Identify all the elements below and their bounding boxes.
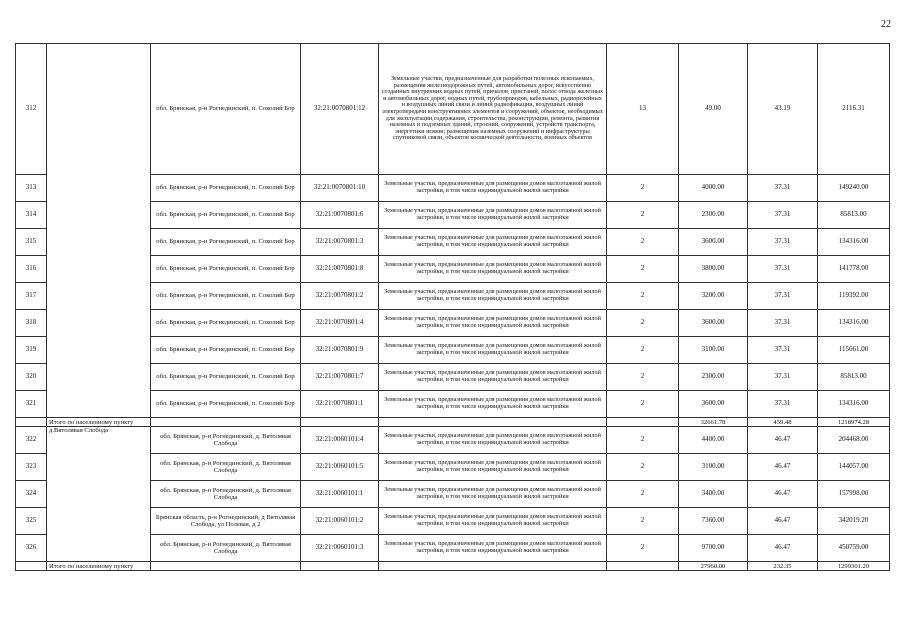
area-cell: 3800.00 xyxy=(679,256,748,283)
total-empty-cad xyxy=(301,562,379,571)
row-number: 319 xyxy=(16,337,47,364)
rate-cell: 37.31 xyxy=(748,364,818,391)
cadastral-value-cell: 134316.00 xyxy=(818,310,890,337)
cadastral-value-cell: 157998.00 xyxy=(818,481,890,508)
area-cell: 3600.00 xyxy=(679,229,748,256)
address-cell: обл. Брянская, р-н Рогнединский, д. Вятолявая Слобода xyxy=(151,454,301,481)
land-use-cell: Земельные участки, предназначенные для разработки полезных ископаемых, размещения железнодорожных путей, автомобильных дорог, искусственно созданных внутренних водных путей, причалов, пристаней, полос отвода железных и автомобильных дорог, водных путей, трубопроводов, кабельных, радиорелейных и воздушных линий связи и линий радиофикации, воздушных линий электропередачи конструктивных элементов и сооружений, объектов, необходимых для эксплуатации,содержания, строительства, реконструкции, ремонта, развития наземных и подземных зданий, строений, сооружений, устройств транспорта, энергетики исвязи; размещения наземных сооружений и инфраструктуры спутниковой связи, объектов космической деятельности, военных объектов xyxy=(379,44,607,175)
cadastral-number-cell: 32:21:0060101:5 xyxy=(301,454,379,481)
rate-cell: 46.47 xyxy=(748,454,818,481)
row-number: 322 xyxy=(16,427,47,454)
rate-cell: 37.31 xyxy=(748,310,818,337)
row-number: 317 xyxy=(16,283,47,310)
cadastral-value-cell: 134316.00 xyxy=(818,391,890,418)
cadastral-value-cell: 141778.00 xyxy=(818,256,890,283)
area-cell: 3200.00 xyxy=(679,283,748,310)
area-cell: 4000.00 xyxy=(679,175,748,202)
total-area: 27960.00 xyxy=(679,562,748,571)
address-cell: обл. Брянская, р-н Рогнединский, п. Соколий Бор xyxy=(151,229,301,256)
settlement-name: д.Вятолявая Слобода xyxy=(47,427,151,562)
total-empty-num xyxy=(16,418,47,427)
use-code-cell: 2 xyxy=(607,310,679,337)
rate-cell: 46.47 xyxy=(748,508,818,535)
total-label: Итого по населенному пункту xyxy=(47,562,151,571)
cadastral-value-cell: 119392.00 xyxy=(818,283,890,310)
cadastral-value-cell: 204468.00 xyxy=(818,427,890,454)
area-cell: 3600.00 xyxy=(679,391,748,418)
row-number: 314 xyxy=(16,202,47,229)
row-number: 316 xyxy=(16,256,47,283)
land-use-cell: Земельные участки, предназначенные для размещения домов малоэтажной жилой застройки, в том числе индивидуальной жилой застройки xyxy=(379,508,607,535)
total-empty-addr xyxy=(151,418,301,427)
total-empty-addr xyxy=(151,562,301,571)
land-use-cell: Земельные участки, предназначенные для размещения домов малоэтажной жилой застройки, в том числе индивидуальной жилой застройки xyxy=(379,337,607,364)
use-code-cell: 2 xyxy=(607,454,679,481)
total-empty-code xyxy=(607,562,679,571)
cadastral-value-cell: 149240.00 xyxy=(818,175,890,202)
cadastral-value-cell: 115661.00 xyxy=(818,337,890,364)
total-empty-cad xyxy=(301,418,379,427)
cadastral-number-cell: 32:21:0070801:7 xyxy=(301,364,379,391)
cadastral-number-cell: 32:21:0060101:2 xyxy=(301,508,379,535)
use-code-cell: 2 xyxy=(607,481,679,508)
cadastral-number-cell: 32:21:0070801:2 xyxy=(301,283,379,310)
row-number: 321 xyxy=(16,391,47,418)
area-cell: 3100.00 xyxy=(679,454,748,481)
land-use-cell: Земельные участки, предназначенные для размещения домов малоэтажной жилой застройки, в том числе индивидуальной жилой застройки xyxy=(379,202,607,229)
cadastral-value-cell: 85813.00 xyxy=(818,364,890,391)
land-use-cell: Земельные участки, предназначенные для размещения домов малоэтажной жилой застройки, в том числе индивидуальной жилой застройки xyxy=(379,364,607,391)
cadastral-number-cell: 32:21:0060101:3 xyxy=(301,535,379,562)
use-code-cell: 13 xyxy=(607,44,679,175)
use-code-cell: 2 xyxy=(607,283,679,310)
rate-cell: 37.31 xyxy=(748,283,818,310)
total-value: 1299301.20 xyxy=(818,562,890,571)
use-code-cell: 2 xyxy=(607,508,679,535)
land-use-cell: Земельные участки, предназначенные для размещения домов малоэтажной жилой застройки, в том числе индивидуальной жилой застройки xyxy=(379,427,607,454)
cadastral-value-cell: 2116.31 xyxy=(818,44,890,175)
cadastral-value-cell: 342019.20 xyxy=(818,508,890,535)
land-use-cell: Земельные участки, предназначенные для размещения домов малоэтажной жилой застройки, в том числе индивидуальной жилой застройки xyxy=(379,481,607,508)
area-cell: 3600.00 xyxy=(679,310,748,337)
total-empty-code xyxy=(607,418,679,427)
use-code-cell: 2 xyxy=(607,427,679,454)
land-use-cell: Земельные участки, предназначенные для размещения домов малоэтажной жилой застройки, в том числе индивидуальной жилой застройки xyxy=(379,175,607,202)
total-row xyxy=(16,562,890,571)
land-use-cell: Земельные участки, предназначенные для размещения домов малоэтажной жилой застройки, в том числе индивидуальной жилой застройки xyxy=(379,535,607,562)
address-cell: обл. Брянская, р-н Рогнединский, п. Соколий Бор xyxy=(151,202,301,229)
use-code-cell: 2 xyxy=(607,229,679,256)
cadastral-value-cell: 85813.00 xyxy=(818,202,890,229)
area-cell: 3400.00 xyxy=(679,481,748,508)
address-cell: обл. Брянская, р-н Рогнединский, п. Соколий Бор xyxy=(151,256,301,283)
land-use-cell: Земельные участки, предназначенные для размещения домов малоэтажной жилой застройки, в том числе индивидуальной жилой застройки xyxy=(379,229,607,256)
cadastral-number-cell: 32:21:0070801:1 xyxy=(301,391,379,418)
total-empty-num xyxy=(16,562,47,571)
address-cell: обл. Брянская, р-н Рогнединский, п. Соколий Бор xyxy=(151,283,301,310)
table-row xyxy=(16,427,890,454)
total-label: Итого по населенному пункту xyxy=(47,418,151,427)
cadastral-number-cell: 32:21:0070801:4 xyxy=(301,310,379,337)
total-rate: 232.35 xyxy=(748,562,818,571)
row-number: 315 xyxy=(16,229,47,256)
rate-cell: 46.47 xyxy=(748,481,818,508)
land-use-cell: Земельные участки, предназначенные для размещения домов малоэтажной жилой застройки, в том числе индивидуальной жилой застройки xyxy=(379,391,607,418)
cadastral-number-cell: 32:21:0070801:6 xyxy=(301,202,379,229)
cadastral-number-cell: 32:21:0070801:3 xyxy=(301,229,379,256)
land-use-cell: Земельные участки, предназначенные для размещения домов малоэтажной жилой застройки, в том числе индивидуальной жилой застройки xyxy=(379,310,607,337)
land-use-cell: Земельные участки, предназначенные для размещения домов малоэтажной жилой застройки, в том числе индивидуальной жилой застройки xyxy=(379,256,607,283)
settlement-name xyxy=(47,44,151,418)
row-number: 320 xyxy=(16,364,47,391)
use-code-cell: 2 xyxy=(607,337,679,364)
use-code-cell: 2 xyxy=(607,364,679,391)
cadastral-number-cell: 32:21:0070801:10 xyxy=(301,175,379,202)
cadastral-value-cell: 144057.00 xyxy=(818,454,890,481)
row-number: 324 xyxy=(16,481,47,508)
address-cell: обл. Брянская, р-н Рогнединский, п. Соколий Бор xyxy=(151,44,301,175)
cadastral-number-cell: 32:21:0060101:1 xyxy=(301,481,379,508)
row-number: 313 xyxy=(16,175,47,202)
cadastral-value-cell: 450759.00 xyxy=(818,535,890,562)
area-cell: 7360.00 xyxy=(679,508,748,535)
total-area: 32661.78 xyxy=(679,418,748,427)
rate-cell: 37.31 xyxy=(748,391,818,418)
rate-cell: 46.47 xyxy=(748,535,818,562)
address-cell: обл. Брянская, р-н Рогнединский, п. Соколий Бор xyxy=(151,175,301,202)
cadastral-number-cell: 32:21:0070801:8 xyxy=(301,256,379,283)
use-code-cell: 2 xyxy=(607,535,679,562)
use-code-cell: 2 xyxy=(607,256,679,283)
cadastral-number-cell: 32:21:0060101:4 xyxy=(301,427,379,454)
rate-cell: 43.19 xyxy=(748,44,818,175)
row-number: 318 xyxy=(16,310,47,337)
total-value: 1218974.28 xyxy=(818,418,890,427)
use-code-cell: 2 xyxy=(607,391,679,418)
row-number: 326 xyxy=(16,535,47,562)
use-code-cell: 2 xyxy=(607,175,679,202)
land-use-cell: Земельные участки, предназначенные для размещения домов малоэтажной жилой застройки, в том числе индивидуальной жилой застройки xyxy=(379,454,607,481)
total-row xyxy=(16,418,890,427)
cadastral-number-cell: 32:21:0070801:9 xyxy=(301,337,379,364)
address-cell: обл. Брянская, р-н Рогнединский, п. Соколий Бор xyxy=(151,337,301,364)
rate-cell: 46.47 xyxy=(748,427,818,454)
address-cell: обл. Брянская, р-н Рогнединский, п. Соколий Бор xyxy=(151,391,301,418)
table-row xyxy=(16,44,890,175)
use-code-cell: 2 xyxy=(607,202,679,229)
page-number: 22 xyxy=(881,19,891,30)
address-cell: обл. Брянская, р-н Рогнединский, д. Вятолявая Слобода xyxy=(151,535,301,562)
rate-cell: 37.31 xyxy=(748,337,818,364)
address-cell: обл. Брянская, р-н Рогнединский, п. Соколий Бор xyxy=(151,364,301,391)
rate-cell: 37.31 xyxy=(748,202,818,229)
row-number: 323 xyxy=(16,454,47,481)
area-cell: 2300.00 xyxy=(679,202,748,229)
rate-cell: 37.31 xyxy=(748,256,818,283)
area-cell: 2300.00 xyxy=(679,364,748,391)
address-cell: обл. Брянская, р-н Рогнединский, д. Вятолявая Слобода xyxy=(151,427,301,454)
area-cell: 9700.00 xyxy=(679,535,748,562)
total-rate: 459.48 xyxy=(748,418,818,427)
land-use-cell: Земельные участки, предназначенные для размещения домов малоэтажной жилой застройки, в том числе индивидуальной жилой застройки xyxy=(379,283,607,310)
cadastral-number-cell: 32:21:0070801:12 xyxy=(301,44,379,175)
cadastral-value-cell: 134316.00 xyxy=(818,229,890,256)
table-body xyxy=(16,44,890,571)
address-cell: Брянская область, р-н Рогнединский, д Вятолявая Слобода, ул Полевая, д 2 xyxy=(151,508,301,535)
area-cell: 4400.00 xyxy=(679,427,748,454)
area-cell: 3100.00 xyxy=(679,337,748,364)
total-empty-use xyxy=(379,418,607,427)
total-empty-use xyxy=(379,562,607,571)
rate-cell: 37.31 xyxy=(748,229,818,256)
address-cell: обл. Брянская, р-н Рогнединский, п. Соколий Бор xyxy=(151,310,301,337)
area-cell: 49.00 xyxy=(679,44,748,175)
rate-cell: 37.31 xyxy=(748,175,818,202)
address-cell: обл. Брянская, р-н Рогнединский, д. Вятолявая Слобода xyxy=(151,481,301,508)
row-number: 312 xyxy=(16,44,47,175)
row-number: 325 xyxy=(16,508,47,535)
land-valuation-table xyxy=(15,43,890,571)
